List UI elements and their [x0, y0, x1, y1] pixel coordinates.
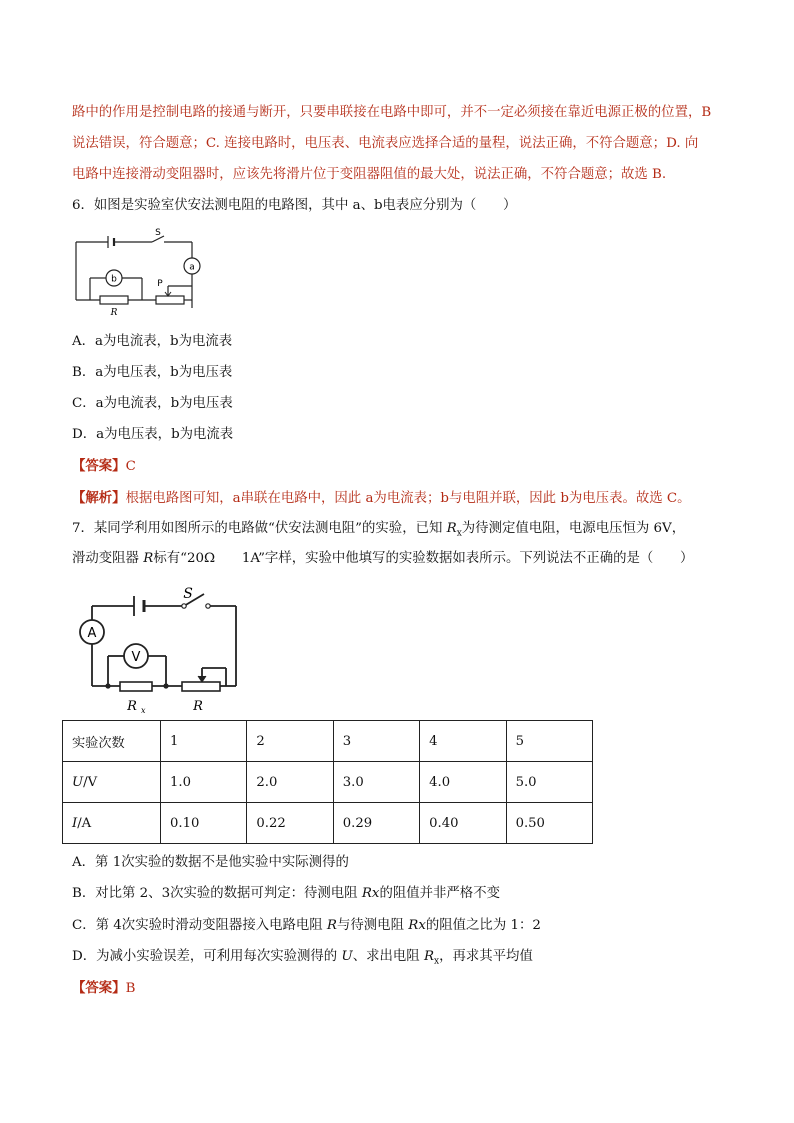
q7-option-c-rx: Rx [408, 918, 426, 933]
q6-slider-label: P [157, 279, 163, 289]
q6-circuit-diagram [72, 226, 212, 318]
q7-option-b [72, 885, 500, 903]
q7-answer [72, 979, 135, 998]
q7-stem-2b: 标有“20Ω 1A”字样，实验中他填写的实验数据如表所示。下列说法不正确的是（ ） [153, 551, 694, 566]
table-row [63, 803, 593, 844]
q6-answer [72, 457, 136, 476]
q7-rx-label: R [127, 699, 137, 714]
q7-option-d-2: 、求出电阻 [352, 949, 424, 964]
table-cell: 0.50 [506, 803, 592, 844]
q7-option-b-rx: Rx [361, 886, 380, 901]
q6-analysis [72, 489, 691, 508]
q7-option-d-u: U [341, 949, 353, 964]
table-cell: 4.0 [420, 762, 506, 803]
q7-stem-1b: 为待测定值电阻，电源电压恒为 6V， [461, 521, 686, 536]
q6-resistor-r [100, 296, 128, 304]
q7-answer-value: B [125, 981, 136, 996]
prev-analysis-line-3: 电路中连接滑动变阻器时，应该先将滑片位于变阻器阻值的最大处，说法正确，不符合题意；故选 B. [72, 167, 667, 182]
q6-option-d: D．a为电压表，b为电流表 [72, 427, 234, 442]
q6-meter-b-label: b [111, 274, 117, 285]
q7-option-c-3: 的阻值之比为 1：2 [425, 918, 541, 933]
q7-stem-rx-sub: x [456, 528, 462, 539]
q7-data-table [62, 720, 593, 844]
table-cell: 0.40 [420, 803, 506, 844]
q7-stem-line-2 [72, 550, 693, 568]
table-header-trials: 实验次数 [63, 721, 161, 762]
q7-option-c [72, 917, 541, 935]
table-cell: 3 [333, 721, 419, 762]
q6-analysis-text: 根据电路图可知，a串联在电路中，因此 a为电流表；b与电阻并联，因此 b为电压表。故选 C。 [125, 491, 691, 506]
q7-ammeter-label: A [87, 626, 97, 641]
q6-analysis-tag: 【解析】 [72, 490, 126, 506]
q7-stem-line-1 [72, 520, 685, 543]
q7-stem-rx: R [446, 521, 457, 536]
q7-option-d-sub: x [434, 956, 440, 967]
q7-option-d [72, 948, 533, 971]
q7-option-a: A．第 1次实验的数据不是他实验中实际测得的 [72, 855, 349, 870]
prev-analysis-line-2: 说法错误，符合题意；C. 连接电路时，电压表、电流表应选择合适的量程，说法正确，不符合题意；D. 向 [72, 136, 699, 151]
table-cell: 5 [506, 721, 592, 762]
table-cell: 4 [420, 721, 506, 762]
q7-option-c-1: C．第 4次实验时滑动变阻器接入电路电阻 [72, 918, 327, 933]
q6-battery-icon [108, 236, 114, 248]
q7-rx-sub-label: x [141, 706, 146, 715]
table-cell: 0.29 [333, 803, 419, 844]
prev-analysis-line-1: 路中的作用是控制电路的接通与断开，只要串联接在电路中即可，并不一定必须接在靠近电源正极的位置，B [72, 105, 712, 120]
i-label-italic: I [72, 815, 78, 831]
q7-rheostat-r [182, 682, 220, 691]
q7-option-d-3: ，再求其平均值 [439, 949, 533, 964]
q7-option-c-2: 与待测电阻 [337, 918, 409, 933]
q7-option-c-r: R [326, 918, 338, 933]
q7-answer-tag: 【答案】 [72, 980, 126, 996]
table-row [63, 762, 593, 803]
q7-r-label: R [193, 699, 203, 714]
table-cell: 0.10 [161, 803, 247, 844]
q7-voltmeter-label: V [131, 650, 141, 665]
q6-meter-a-label: a [189, 262, 195, 273]
q7-stem-r: R [143, 551, 154, 566]
q7-battery-icon [134, 596, 144, 616]
u-label-unit: /V [83, 774, 98, 790]
table-cell: 0.22 [247, 803, 333, 844]
table-row [63, 721, 593, 762]
q7-option-b-1: B．对比第 2、3次实验的数据可判定：待测电阻 [72, 886, 362, 901]
q7-stem-2a: 滑动变阻器 [72, 551, 144, 566]
q7-option-d-r: R [423, 949, 435, 964]
q6-option-a: A．a为电流表，b为电流表 [72, 334, 233, 349]
q7-option-d-1: D．为减小实验误差，可利用每次实验测得的 [72, 949, 342, 964]
table-cell: 3.0 [333, 762, 419, 803]
q6-answer-tag: 【答案】 [72, 458, 126, 474]
q6-switch-label: S [155, 228, 161, 238]
q7-resistor-rx [120, 682, 152, 691]
q7-switch-label: S [183, 586, 193, 602]
table-cell: 5.0 [506, 762, 592, 803]
q7-circuit-diagram [76, 586, 246, 716]
q6-option-c: C．a为电流表，b为电压表 [72, 396, 233, 411]
q6-resistor-label: R [110, 308, 118, 318]
table-cell: 1 [161, 721, 247, 762]
table-cell: 2.0 [247, 762, 333, 803]
table-header-voltage [63, 762, 161, 803]
q6-option-b: B．a为电压表，b为电压表 [72, 365, 233, 380]
table-cell: 1.0 [161, 762, 247, 803]
q7-stem-1a: 7．某同学利用如图所示的电路做“伏安法测电阻”的实验，已知 [72, 521, 447, 536]
i-label-unit: /A [77, 815, 92, 831]
q7-option-b-2: 的阻值并非严格不变 [379, 886, 500, 901]
q6-stem: 6．如图是实验室伏安法测电阻的电路图，其中 a、b电表应分别为（ ） [72, 198, 517, 213]
table-header-current [63, 803, 161, 844]
table-cell: 2 [247, 721, 333, 762]
q6-rheostat [156, 296, 184, 304]
q6-answer-value: C [125, 459, 136, 474]
u-label-italic: U [72, 774, 84, 790]
